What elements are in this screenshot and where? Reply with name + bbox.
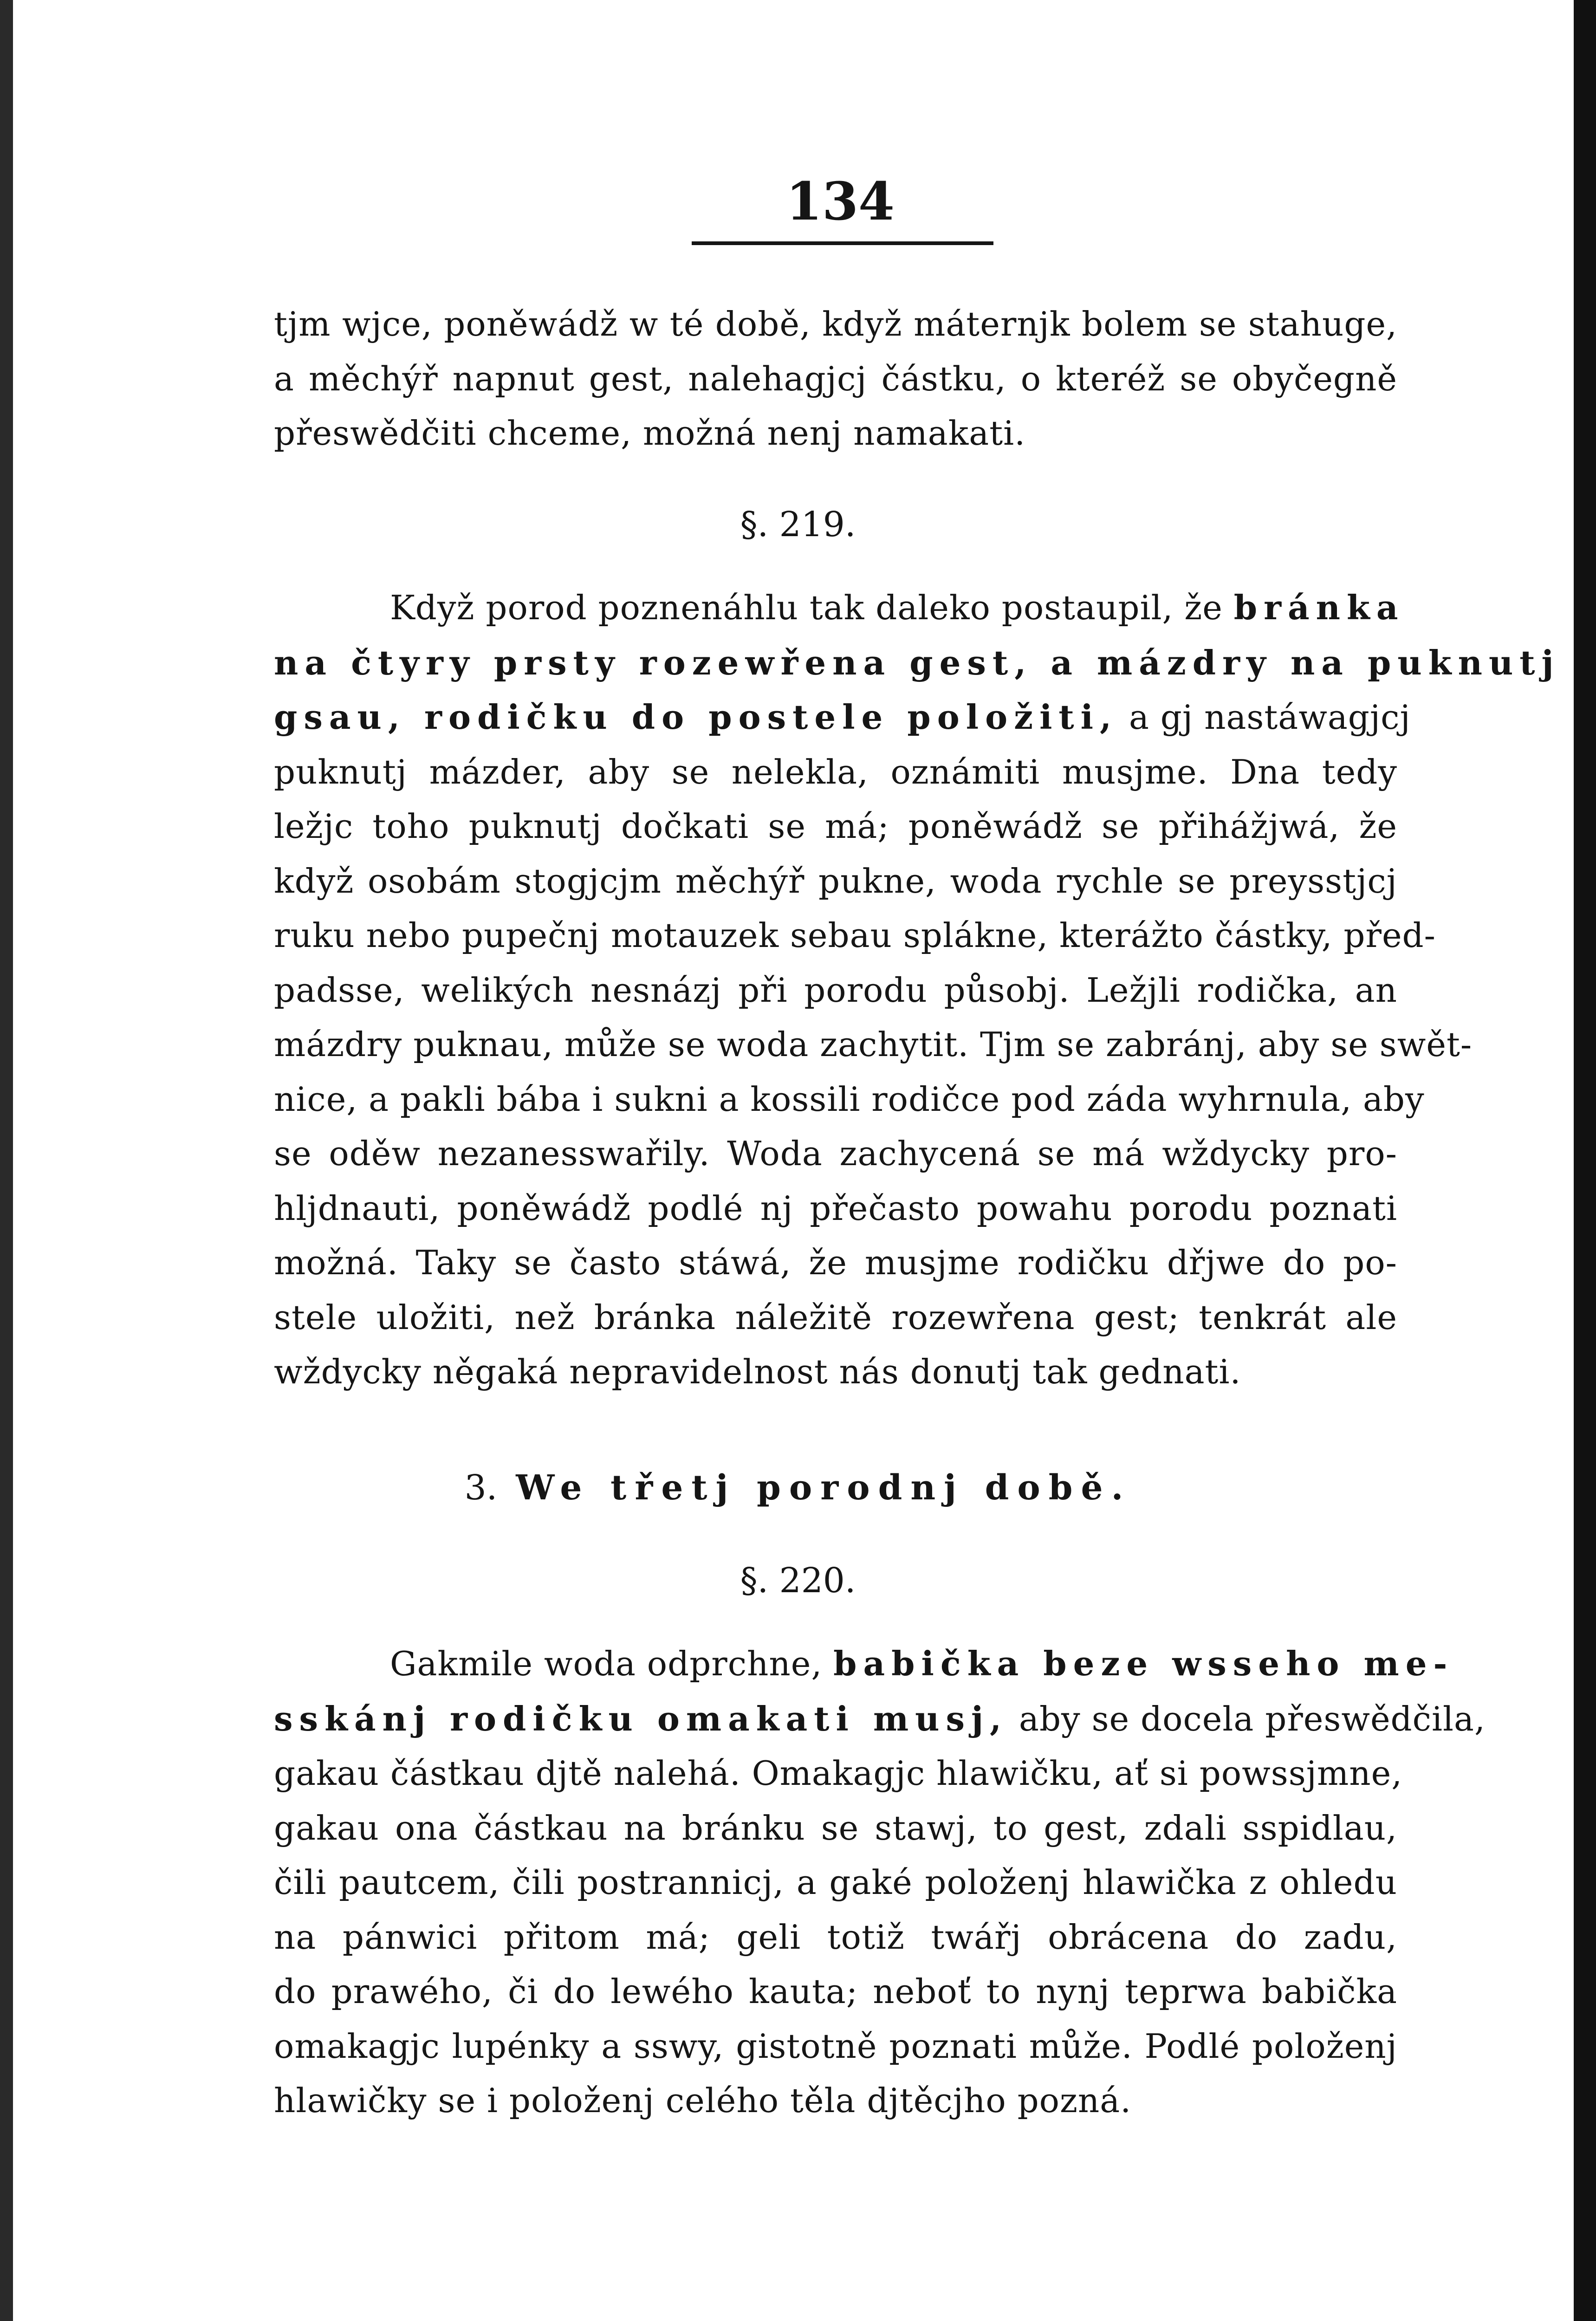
page-number: 134 [786, 171, 895, 232]
text-line: stele uložiti, než bránka náležitě rozewřena gest; tenkrát ale [274, 1297, 1397, 1337]
text-line [274, 580, 1405, 635]
emphasized-term: gsau, rodičku do postele položiti, [274, 697, 1118, 737]
text-line: hlawičky se i položenj celého těla djtěcjho pozná. [274, 2081, 1132, 2120]
paragraph-219 [274, 580, 1560, 1400]
text-run: Gakmile woda odprchne, [390, 1644, 834, 1683]
subsection-title: We třetj porodnj době. [516, 1468, 1132, 1508]
subsection-number: 3. [464, 1468, 498, 1508]
text-run: Když porod poznenáhlu tak daleko postaupil, že [390, 588, 1234, 627]
text-line: nice, a pakli bába i sukni a kossili rodičce pod záda wyhrnula, aby [274, 1079, 1425, 1119]
text-line: a měchýř napnut gest, nalehagjcj částku, o kteréž se obyčegně [274, 359, 1397, 398]
text-line: ruku nebo pupečnj motauzek sebau splákne, kterážto částky, před- [274, 916, 1436, 955]
text-line: se oděw nezanesswařily. Woda zachycená se má wždycky pro- [274, 1134, 1397, 1173]
text-line [274, 690, 1411, 745]
text-line: puknutj mázder, aby se nelekla, oznámiti musjme. Dna tedy [274, 752, 1397, 791]
text-line: padsse, welikých nesnázj při porodu působj. Ležjli rodička, an [274, 970, 1397, 1010]
text-line: gakau částkau djtě nalehá. Omakagjc hlawičku, ať si powssjmne, [274, 1754, 1403, 1793]
header-rule [692, 241, 993, 245]
emphasized-line: na čtyry prsty rozewřena gest, a mázdry na puknutj [274, 642, 1560, 682]
paragraph-continuation [274, 297, 1397, 461]
section-220-heading: §. 220. [740, 1561, 856, 1601]
text-line: do prawého, či do lewého kauta; neboť to nynj teprwa babička [274, 1972, 1397, 2011]
text-line: mázdry puknau, může se woda zachytit. Tjm se zabránj, aby se swět- [274, 1025, 1473, 1064]
text-run: a gj nastáwagjcj [1118, 698, 1411, 737]
subsection-heading [0, 1462, 1596, 1513]
text-line: možná. Taky se často stáwá, že musjme rodičku dřjwe do po- [274, 1243, 1397, 1282]
text-line: gakau ona částkau na bránku se stawj, to gest, zdali sspidlau, [274, 1808, 1397, 1848]
text-line: čili pautcem, čili postrannicj, a gaké položenj hlawička z ohledu [274, 1863, 1397, 1902]
text-line: když osobám stogjcjm měchýř pukne, woda rychle se preysstjcj [274, 861, 1397, 901]
text-line: tjm wjce, poněwádž w té době, když máternjk bolem se stahuge, [274, 305, 1397, 344]
emphasized-term: babička beze wsseho me- [833, 1644, 1454, 1683]
text-line: omakagjc lupénky a sswy, gistotně poznati může. Podlé položenj [274, 2026, 1397, 2066]
text-line: ležjc toho puknutj dočkati se má; poněwádž se přihážjwá, že [274, 807, 1397, 846]
text-run: aby se docela přeswědčila, [1008, 1699, 1486, 1738]
section-219-heading: §. 219. [740, 505, 856, 545]
text-line: přeswědčiti chceme, možná nenj namakati. [274, 414, 1026, 453]
text-line: na pánwici přitom má; geli totiž twářj obrácena do zadu, [274, 1917, 1397, 1957]
emphasized-term: bránka [1233, 588, 1405, 627]
paragraph-220 [274, 1636, 1486, 2128]
text-line: hljdnauti, poněwádž podlé nj přečasto powahu porodu poznati [274, 1188, 1397, 1228]
text-line [274, 1692, 1486, 1747]
text-line: wždycky něgaká nepravidelnost nás donutj tak gednati. [274, 1352, 1241, 1391]
text-line [274, 1636, 1454, 1692]
emphasized-term: sskánj rodičku omakati musj, [274, 1699, 1008, 1738]
